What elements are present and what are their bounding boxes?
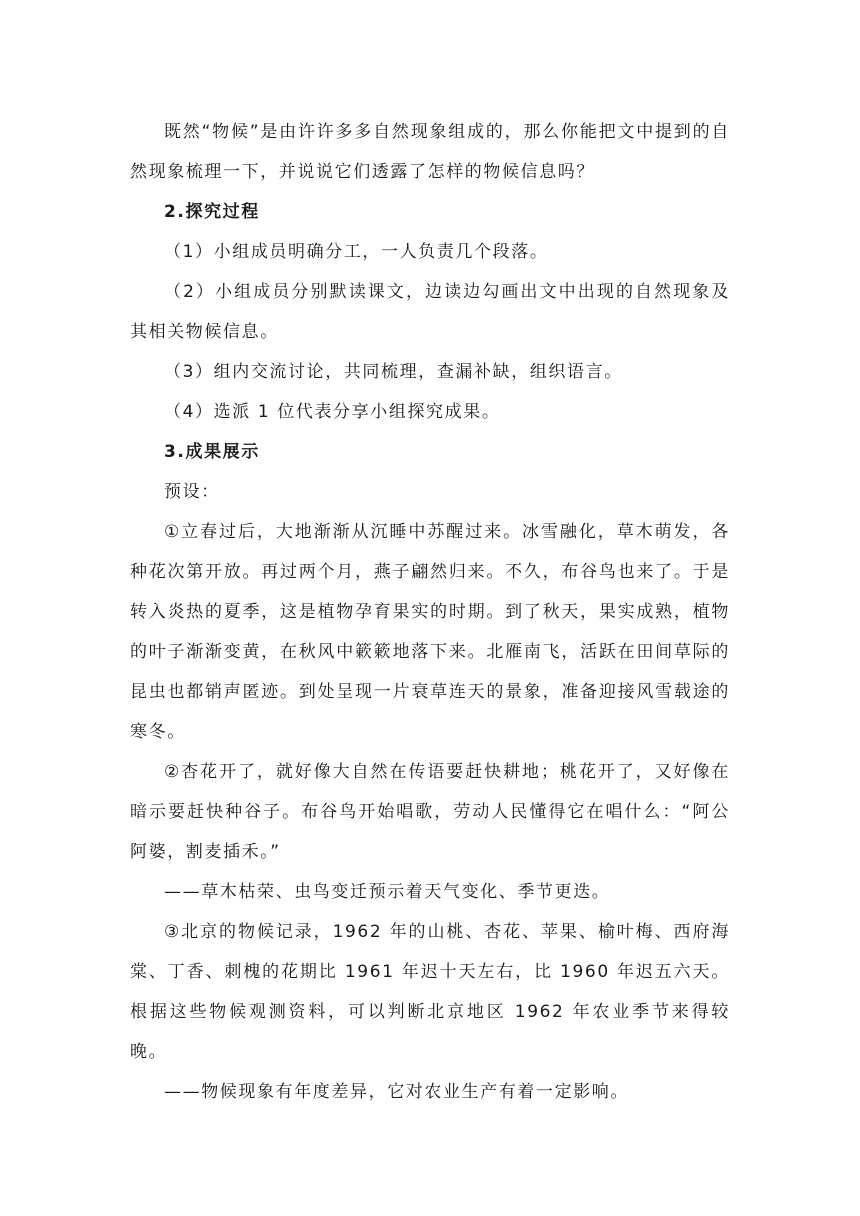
step-2: （2）小组成员分别默读课文，边读边勾画出文中出现的自然现象及其相关物候信息。 bbox=[130, 282, 730, 342]
document-body bbox=[130, 112, 730, 1112]
step-1: （1）小组成员明确分工，一人负责几个段落。 bbox=[164, 242, 549, 262]
preset-label: 预设： bbox=[164, 482, 220, 502]
result-conclusion-2: ——草木枯荣、虫鸟变迁预示着天气变化、季节更迭。 bbox=[164, 882, 611, 902]
result-conclusion-3: ——物候现象有年度差异，它对农业生产有着一定影响。 bbox=[164, 1082, 629, 1102]
result-item-3: ③北京的物候记录，1962 年的山桃、杏花、苹果、榆叶梅、西府海棠、丁香、刺槐的花期比 1961 年迟十天左右，比 1960 年迟五六天。根据这些物候观测资料，可以判断北京地区 1962 年农业季节来得较晚。 bbox=[130, 922, 730, 1062]
step-3: （3）组内交流讨论，共同梳理，查漏补缺，组织语言。 bbox=[164, 362, 623, 382]
intro-paragraph: 既然“物候”是由许许多多自然现象组成的，那么你能把文中提到的自然现象梳理一下，并说说它们透露了怎样的物候信息吗？ bbox=[130, 122, 730, 182]
section-2-heading: 2.探究过程 bbox=[164, 202, 260, 222]
section-3-heading: 3.成果展示 bbox=[164, 442, 260, 462]
result-item-1: ①立春过后，大地渐渐从沉睡中苏醒过来。冰雪融化，草木萌发，各种花次第开放。再过两个月，燕子翩然归来。不久，布谷鸟也来了。于是转入炎热的夏季，这是植物孕育果实的时期。到了秋天，果实成熟，植物的叶子渐渐变黄，在秋风中簌簌地落下来。北雁南飞，活跃在田间草际的昆虫也都销声匿迹。到处呈现一片衰草连天的景象，准备迎接风雪载途的寒冬。 bbox=[130, 522, 730, 742]
result-item-2: ②杏花开了，就好像大自然在传语要赶快耕地；桃花开了，又好像在暗示要赶快种谷子。布谷鸟开始唱歌，劳动人民懂得它在唱什么：“阿公阿婆，割麦插禾。” bbox=[130, 762, 730, 862]
step-4: （4）选派 1 位代表分享小组探究成果。 bbox=[164, 402, 501, 422]
